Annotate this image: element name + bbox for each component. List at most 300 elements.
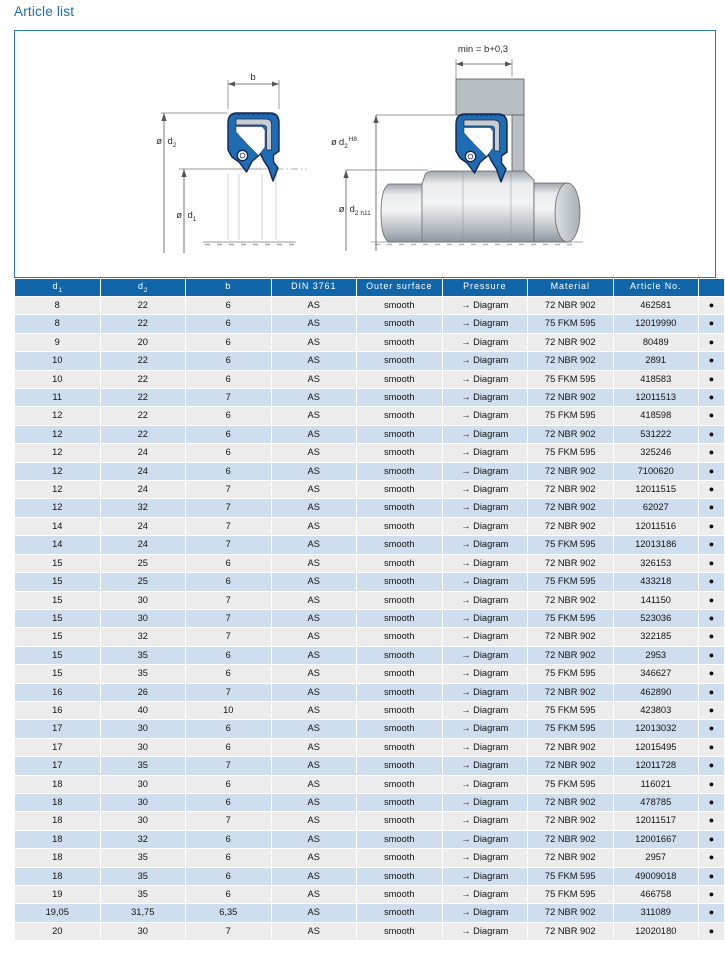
cell-d1: 14 <box>15 518 100 535</box>
cell-din-3761: AS <box>272 610 357 627</box>
cell-din-3761: AS <box>272 923 357 940</box>
cell-article-no: 325246 <box>614 444 699 461</box>
cell-din-3761: AS <box>272 904 357 921</box>
dim-min-label: min = b+0,3 <box>457 44 509 55</box>
cell-pressure-diagram-link[interactable]: → Diagram <box>443 794 528 811</box>
cell-article-no: 12011513 <box>614 389 699 406</box>
cell-article-no: 12020180 <box>614 923 699 940</box>
table-row <box>15 702 724 719</box>
cell-outer-surface: smooth <box>357 757 442 774</box>
table-row <box>15 444 724 461</box>
cell-pressure-diagram-link[interactable]: → Diagram <box>443 831 528 848</box>
cell-material: 72 NBR 902 <box>528 592 613 609</box>
stock-dot-icon: ● <box>708 925 715 936</box>
cell-pressure-diagram-link[interactable]: → Diagram <box>443 334 528 351</box>
stock-dot-icon: ● <box>708 410 715 421</box>
cell-d1: 15 <box>15 647 100 664</box>
cell-pressure-diagram-link[interactable]: → Diagram <box>443 849 528 866</box>
cell-outer-surface: smooth <box>357 610 442 627</box>
cell-stock <box>699 904 724 921</box>
table-row <box>15 886 724 903</box>
cell-outer-surface: smooth <box>357 849 442 866</box>
cell-b: 7 <box>186 592 271 609</box>
cell-outer-surface: smooth <box>357 297 442 314</box>
cell-d2: 32 <box>101 499 186 516</box>
cell-d1: 12 <box>15 407 100 424</box>
cell-material: 72 NBR 902 <box>528 555 613 572</box>
cell-b: 6 <box>186 831 271 848</box>
cell-article-no: 7100620 <box>614 463 699 480</box>
cell-stock <box>699 499 724 516</box>
cell-d1: 16 <box>15 684 100 701</box>
cell-article-no: 462890 <box>614 684 699 701</box>
stock-dot-icon: ● <box>708 833 715 844</box>
cell-b: 7 <box>186 481 271 498</box>
cell-d1: 16 <box>15 702 100 719</box>
cell-material: 75 FKM 595 <box>528 573 613 590</box>
cell-d2: 32 <box>101 831 186 848</box>
cell-stock <box>699 334 724 351</box>
cell-material: 72 NBR 902 <box>528 518 613 535</box>
cell-d2: 35 <box>101 849 186 866</box>
housing-bore-step <box>512 115 524 177</box>
cell-b: 6 <box>186 868 271 885</box>
cell-d2: 35 <box>101 886 186 903</box>
cell-outer-surface: smooth <box>357 444 442 461</box>
cell-din-3761: AS <box>272 739 357 756</box>
stock-dot-icon: ● <box>708 668 715 679</box>
col-header-d2: $d_2$ <box>101 279 186 296</box>
cell-pressure-diagram-link[interactable]: → Diagram <box>443 868 528 885</box>
stock-dot-icon: ● <box>708 870 715 881</box>
col-header-article-no: Article No. <box>614 279 699 296</box>
cell-pressure-diagram-link[interactable]: → Diagram <box>443 407 528 424</box>
cell-stock <box>699 315 724 332</box>
stock-dot-icon: ● <box>708 686 715 697</box>
cell-d2: 35 <box>101 757 186 774</box>
cell-pressure-diagram-link[interactable]: → Diagram <box>443 610 528 627</box>
stock-dot-icon: ● <box>708 741 715 752</box>
cell-article-no: 62027 <box>614 499 699 516</box>
cell-b: 7 <box>186 389 271 406</box>
cell-article-no: 478785 <box>614 794 699 811</box>
cell-din-3761: AS <box>272 849 357 866</box>
cell-material: 72 NBR 902 <box>528 904 613 921</box>
cell-d1: 14 <box>15 536 100 553</box>
cell-article-no: 80489 <box>614 334 699 351</box>
stock-dot-icon: ● <box>708 760 715 771</box>
cell-pressure-diagram-link[interactable]: → Diagram <box>443 684 528 701</box>
cell-article-no: 2957 <box>614 849 699 866</box>
table-row <box>15 628 724 645</box>
table-row <box>15 334 724 351</box>
cell-b: 7 <box>186 757 271 774</box>
cell-pressure-diagram-link[interactable]: → Diagram <box>443 555 528 572</box>
article-table-body <box>15 297 724 940</box>
cell-din-3761: AS <box>272 518 357 535</box>
cell-stock <box>699 702 724 719</box>
stock-dot-icon: ● <box>708 631 715 642</box>
cell-pressure-diagram-link[interactable]: → Diagram <box>443 757 528 774</box>
cell-stock <box>699 757 724 774</box>
stock-dot-icon: ● <box>708 704 715 715</box>
cell-b: 6 <box>186 794 271 811</box>
stock-dot-icon: ● <box>708 502 715 513</box>
cell-pressure-diagram-link[interactable]: → Diagram <box>443 481 528 498</box>
shaft-seal-running-section <box>422 171 534 242</box>
cell-din-3761: AS <box>272 352 357 369</box>
cell-d1: 8 <box>15 315 100 332</box>
cell-pressure-diagram-link[interactable]: → Diagram <box>443 536 528 553</box>
cell-b: 6 <box>186 776 271 793</box>
stock-dot-icon: ● <box>708 336 715 347</box>
cell-pressure-diagram-link[interactable]: → Diagram <box>443 812 528 829</box>
cell-outer-surface: smooth <box>357 886 442 903</box>
cell-material: 72 NBR 902 <box>528 389 613 406</box>
table-row <box>15 426 724 443</box>
cell-d1: 12 <box>15 463 100 480</box>
cell-article-no: 12011516 <box>614 518 699 535</box>
stock-dot-icon: ● <box>708 723 715 734</box>
cell-din-3761: AS <box>272 499 357 516</box>
cell-b: 6 <box>186 426 271 443</box>
garter-spring-core <box>240 153 245 158</box>
cell-b: 6 <box>186 739 271 756</box>
stock-dot-icon: ● <box>708 520 715 531</box>
cell-stock <box>699 463 724 480</box>
cell-d2: 22 <box>101 315 186 332</box>
cell-b: 6 <box>186 407 271 424</box>
cell-din-3761: AS <box>272 628 357 645</box>
cell-outer-surface: smooth <box>357 720 442 737</box>
cell-d2: 24 <box>101 463 186 480</box>
cell-material: 72 NBR 902 <box>528 794 613 811</box>
cell-d1: 8 <box>15 297 100 314</box>
table-row <box>15 739 724 756</box>
cell-material: 72 NBR 902 <box>528 481 613 498</box>
cell-b: 7 <box>186 610 271 627</box>
cell-stock <box>699 794 724 811</box>
cell-pressure-diagram-link[interactable]: → Diagram <box>443 315 528 332</box>
cell-din-3761: AS <box>272 371 357 388</box>
cell-d2: 35 <box>101 868 186 885</box>
cell-d1: 10 <box>15 352 100 369</box>
cell-stock <box>699 628 724 645</box>
dim-d1-label: ø $d_1$ <box>176 210 197 223</box>
cell-b: 6 <box>186 444 271 461</box>
cell-outer-surface: smooth <box>357 518 442 535</box>
table-row <box>15 849 724 866</box>
cell-d1: 15 <box>15 592 100 609</box>
stock-dot-icon: ● <box>708 796 715 807</box>
cell-outer-surface: smooth <box>357 739 442 756</box>
cell-din-3761: AS <box>272 536 357 553</box>
cell-material: 75 FKM 595 <box>528 886 613 903</box>
table-row <box>15 371 724 388</box>
cell-material: 72 NBR 902 <box>528 463 613 480</box>
cell-stock <box>699 371 724 388</box>
table-row <box>15 555 724 572</box>
cell-d1: 15 <box>15 555 100 572</box>
col-header-stock <box>699 279 724 296</box>
dim-arrow-up-icon <box>181 169 186 177</box>
cell-outer-surface: smooth <box>357 463 442 480</box>
cell-d2: 31,75 <box>101 904 186 921</box>
table-row <box>15 868 724 885</box>
cell-stock <box>699 573 724 590</box>
cell-d1: 19,05 <box>15 904 100 921</box>
cell-outer-surface: smooth <box>357 812 442 829</box>
cell-pressure-diagram-link[interactable]: → Diagram <box>443 592 528 609</box>
cell-outer-surface: smooth <box>357 352 442 369</box>
cell-pressure-diagram-link[interactable]: → Diagram <box>443 923 528 940</box>
cell-outer-surface: smooth <box>357 904 442 921</box>
cell-stock <box>699 389 724 406</box>
cell-material: 72 NBR 902 <box>528 334 613 351</box>
cell-article-no: 12001667 <box>614 831 699 848</box>
cell-outer-surface: smooth <box>357 665 442 682</box>
cell-material: 75 FKM 595 <box>528 444 613 461</box>
cell-din-3761: AS <box>272 334 357 351</box>
cell-stock <box>699 592 724 609</box>
table-row <box>15 684 724 701</box>
table-row <box>15 407 724 424</box>
cell-material: 75 FKM 595 <box>528 536 613 553</box>
cell-article-no: 531222 <box>614 426 699 443</box>
table-row <box>15 352 724 369</box>
cell-article-no: 12013032 <box>614 720 699 737</box>
cell-b: 7 <box>186 684 271 701</box>
cell-d1: 18 <box>15 831 100 848</box>
cell-din-3761: AS <box>272 868 357 885</box>
cell-d2: 35 <box>101 647 186 664</box>
cell-b: 10 <box>186 702 271 719</box>
cell-outer-surface: smooth <box>357 536 442 553</box>
seal-cross-section-drawing <box>15 31 715 277</box>
cell-d2: 24 <box>101 518 186 535</box>
cell-din-3761: AS <box>272 592 357 609</box>
cell-d2: 22 <box>101 297 186 314</box>
cell-article-no: 12015495 <box>614 739 699 756</box>
cell-d2: 22 <box>101 426 186 443</box>
cell-stock <box>699 426 724 443</box>
cell-article-no: 311089 <box>614 904 699 921</box>
cell-stock <box>699 868 724 885</box>
cell-d1: 18 <box>15 868 100 885</box>
cell-material: 75 FKM 595 <box>528 610 613 627</box>
cell-pressure-diagram-link[interactable]: → Diagram <box>443 647 528 664</box>
col-header-pressure: Pressure <box>443 279 528 296</box>
cell-article-no: 12011728 <box>614 757 699 774</box>
stock-dot-icon: ● <box>708 576 715 587</box>
cell-outer-surface: smooth <box>357 315 442 332</box>
cell-d1: 15 <box>15 628 100 645</box>
cell-din-3761: AS <box>272 684 357 701</box>
cell-stock <box>699 886 724 903</box>
cell-d1: 10 <box>15 371 100 388</box>
cell-din-3761: AS <box>272 463 357 480</box>
cell-d2: 30 <box>101 592 186 609</box>
cell-d1: 15 <box>15 573 100 590</box>
stock-dot-icon: ● <box>708 557 715 568</box>
cell-d2: 30 <box>101 794 186 811</box>
stock-dot-icon: ● <box>708 852 715 863</box>
cell-pressure-diagram-link[interactable]: → Diagram <box>443 776 528 793</box>
seal-diagram-panel <box>14 30 716 278</box>
cell-d1: 9 <box>15 334 100 351</box>
cell-d2: 30 <box>101 812 186 829</box>
stock-dot-icon: ● <box>708 447 715 458</box>
cell-b: 6 <box>186 886 271 903</box>
cell-stock <box>699 444 724 461</box>
cell-d2: 24 <box>101 444 186 461</box>
table-row <box>15 610 724 627</box>
cell-article-no: 423803 <box>614 702 699 719</box>
cell-article-no: 12011515 <box>614 481 699 498</box>
table-row <box>15 536 724 553</box>
cell-d1: 17 <box>15 720 100 737</box>
shaft-end-face <box>555 183 580 242</box>
cell-stock <box>699 849 724 866</box>
cell-pressure-diagram-link[interactable]: → Diagram <box>443 518 528 535</box>
cell-d2: 22 <box>101 389 186 406</box>
cell-pressure-diagram-link[interactable]: → Diagram <box>443 297 528 314</box>
cell-pressure-diagram-link[interactable]: → Diagram <box>443 702 528 719</box>
cell-pressure-diagram-link[interactable]: → Diagram <box>443 444 528 461</box>
stock-dot-icon: ● <box>708 907 715 918</box>
cell-b: 6 <box>186 573 271 590</box>
cell-article-no: 322185 <box>614 628 699 645</box>
table-row <box>15 297 724 314</box>
cell-d1: 12 <box>15 499 100 516</box>
col-header-material: Material <box>528 279 613 296</box>
cell-pressure-diagram-link[interactable]: → Diagram <box>443 665 528 682</box>
cell-pressure-diagram-link[interactable]: → Diagram <box>443 352 528 369</box>
cell-outer-surface: smooth <box>357 407 442 424</box>
cell-material: 75 FKM 595 <box>528 776 613 793</box>
cell-d1: 18 <box>15 776 100 793</box>
table-row <box>15 389 724 406</box>
cell-d1: 17 <box>15 739 100 756</box>
stock-dot-icon: ● <box>708 465 715 476</box>
cell-pressure-diagram-link[interactable]: → Diagram <box>443 720 528 737</box>
cell-d2: 25 <box>101 555 186 572</box>
cell-article-no: 418583 <box>614 371 699 388</box>
cell-d2: 30 <box>101 923 186 940</box>
stock-dot-icon: ● <box>708 355 715 366</box>
cell-outer-surface: smooth <box>357 794 442 811</box>
cell-stock <box>699 536 724 553</box>
cell-din-3761: AS <box>272 776 357 793</box>
cell-din-3761: AS <box>272 812 357 829</box>
cell-pressure-diagram-link[interactable]: → Diagram <box>443 426 528 443</box>
dim-d2-h8-label: ø $d_2^{H8}$ <box>331 135 358 150</box>
cell-article-no: 141150 <box>614 592 699 609</box>
cell-d2: 30 <box>101 776 186 793</box>
cell-outer-surface: smooth <box>357 831 442 848</box>
cell-stock <box>699 812 724 829</box>
cell-d1: 18 <box>15 794 100 811</box>
cell-article-no: 12013186 <box>614 536 699 553</box>
cell-din-3761: AS <box>272 389 357 406</box>
cell-material: 72 NBR 902 <box>528 684 613 701</box>
stock-dot-icon: ● <box>708 778 715 789</box>
stock-dot-icon: ● <box>708 318 715 329</box>
cell-material: 75 FKM 595 <box>528 720 613 737</box>
cell-b: 6 <box>186 720 271 737</box>
stock-dot-icon: ● <box>708 815 715 826</box>
col-header-outer-surface: Outer surface <box>357 279 442 296</box>
cell-outer-surface: smooth <box>357 702 442 719</box>
cell-d2: 22 <box>101 352 186 369</box>
cell-material: 72 NBR 902 <box>528 426 613 443</box>
cell-d2: 24 <box>101 481 186 498</box>
cell-outer-surface: smooth <box>357 684 442 701</box>
cell-pressure-diagram-link[interactable]: → Diagram <box>443 886 528 903</box>
table-row <box>15 794 724 811</box>
housing-block <box>456 79 524 115</box>
cell-stock <box>699 647 724 664</box>
cell-pressure-diagram-link[interactable]: → Diagram <box>443 389 528 406</box>
cell-material: 75 FKM 595 <box>528 702 613 719</box>
cell-d2: 22 <box>101 371 186 388</box>
cell-pressure-diagram-link[interactable]: → Diagram <box>443 904 528 921</box>
cell-pressure-diagram-link[interactable]: → Diagram <box>443 739 528 756</box>
table-row <box>15 647 724 664</box>
cell-din-3761: AS <box>272 426 357 443</box>
cell-material: 75 FKM 595 <box>528 868 613 885</box>
cell-material: 75 FKM 595 <box>528 315 613 332</box>
cell-material: 72 NBR 902 <box>528 628 613 645</box>
cell-pressure-diagram-link[interactable]: → Diagram <box>443 371 528 388</box>
table-row <box>15 518 724 535</box>
table-row <box>15 463 724 480</box>
cell-outer-surface: smooth <box>357 389 442 406</box>
cell-b: 6 <box>186 297 271 314</box>
cell-b: 7 <box>186 536 271 553</box>
cell-d2: 32 <box>101 628 186 645</box>
cell-pressure-diagram-link[interactable]: → Diagram <box>443 628 528 645</box>
cell-pressure-diagram-link[interactable]: → Diagram <box>443 499 528 516</box>
cell-stock <box>699 518 724 535</box>
cell-b: 7 <box>186 812 271 829</box>
cell-din-3761: AS <box>272 481 357 498</box>
cell-pressure-diagram-link[interactable]: → Diagram <box>443 463 528 480</box>
cell-d1: 15 <box>15 610 100 627</box>
dim-arrow-left-icon <box>456 62 463 67</box>
cell-d2: 22 <box>101 407 186 424</box>
table-row <box>15 573 724 590</box>
shaft-seal-cross-section <box>228 113 279 181</box>
article-list-table <box>14 278 725 941</box>
cell-d1: 18 <box>15 812 100 829</box>
cell-outer-surface: smooth <box>357 499 442 516</box>
cell-b: 7 <box>186 518 271 535</box>
cell-material: 72 NBR 902 <box>528 849 613 866</box>
page-title: Article list <box>14 4 75 19</box>
table-row <box>15 812 724 829</box>
cell-b: 6 <box>186 555 271 572</box>
cell-din-3761: AS <box>272 720 357 737</box>
cell-material: 72 NBR 902 <box>528 812 613 829</box>
cell-d2: 30 <box>101 610 186 627</box>
cell-din-3761: AS <box>272 315 357 332</box>
cell-article-no: 12011517 <box>614 812 699 829</box>
cell-b: 7 <box>186 628 271 645</box>
cell-din-3761: AS <box>272 886 357 903</box>
cell-pressure-diagram-link[interactable]: → Diagram <box>443 573 528 590</box>
cell-stock <box>699 555 724 572</box>
